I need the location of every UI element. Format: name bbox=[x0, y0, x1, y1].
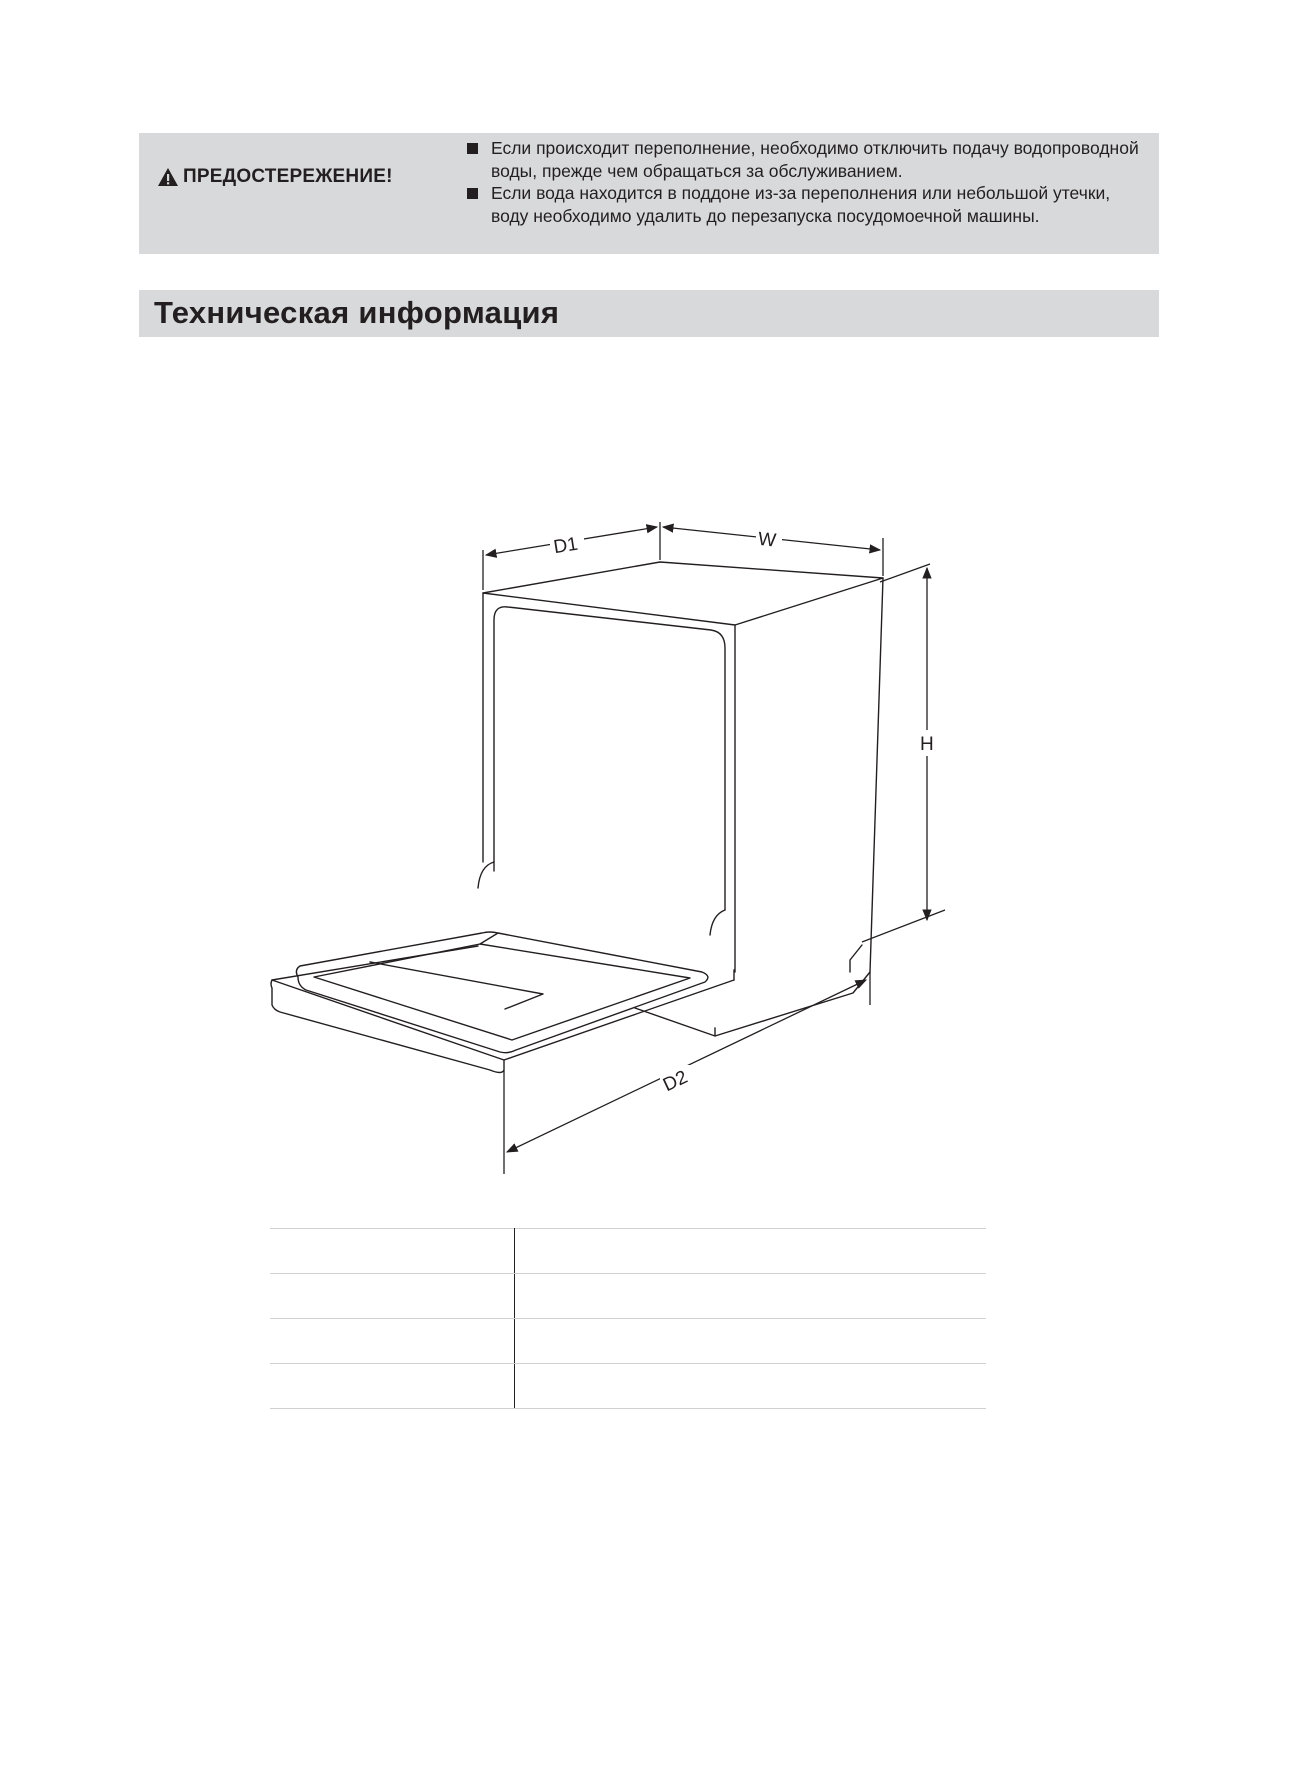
cabinet-top bbox=[483, 562, 883, 625]
table-row bbox=[270, 1274, 986, 1319]
warning-label: ПРЕДОСТЕРЕЖЕНИЕ! bbox=[183, 166, 393, 187]
table-cell-param bbox=[270, 1319, 515, 1364]
bullet-square-icon bbox=[467, 188, 478, 199]
warning-heading bbox=[157, 166, 447, 188]
spec-table bbox=[270, 1228, 986, 1409]
section-title: Техническая информация bbox=[154, 295, 560, 330]
table-cell-value bbox=[515, 1229, 987, 1274]
table-cell-value bbox=[515, 1364, 987, 1409]
d1-label: D1 bbox=[552, 533, 580, 559]
warning-item bbox=[461, 137, 1151, 182]
table-cell-param bbox=[270, 1229, 515, 1274]
table-row bbox=[270, 1364, 986, 1409]
warning-list bbox=[461, 137, 1151, 227]
dishwasher-dimensions-diagram bbox=[250, 510, 970, 1180]
warning-triangle-icon bbox=[157, 167, 179, 187]
section-header bbox=[139, 290, 1159, 337]
table-cell-value bbox=[515, 1319, 987, 1364]
dishwasher-drawing bbox=[250, 510, 970, 1180]
open-door bbox=[271, 932, 734, 1073]
w-label: W bbox=[756, 528, 777, 552]
warning-item-text: Если вода находится в поддоне из-за переполнения или небольшой утечки, воду необходимо удалить до перезапуска посудомоечной машины. bbox=[491, 183, 1111, 226]
h-label: H bbox=[920, 734, 934, 755]
table-cell-value bbox=[515, 1274, 987, 1319]
d2-label: D2 bbox=[660, 1066, 691, 1097]
table-cell-param bbox=[270, 1274, 515, 1319]
warning-box bbox=[139, 133, 1159, 254]
warning-item bbox=[461, 182, 1151, 227]
table-cell-param bbox=[270, 1364, 515, 1409]
warning-item-text: Если происходит переполнение, необходимо отключить подачу водопроводной воды, прежде чем обращаться за обслуживанием. bbox=[491, 138, 1139, 181]
table-row bbox=[270, 1319, 986, 1364]
bullet-square-icon bbox=[467, 143, 478, 154]
table-row bbox=[270, 1229, 986, 1274]
